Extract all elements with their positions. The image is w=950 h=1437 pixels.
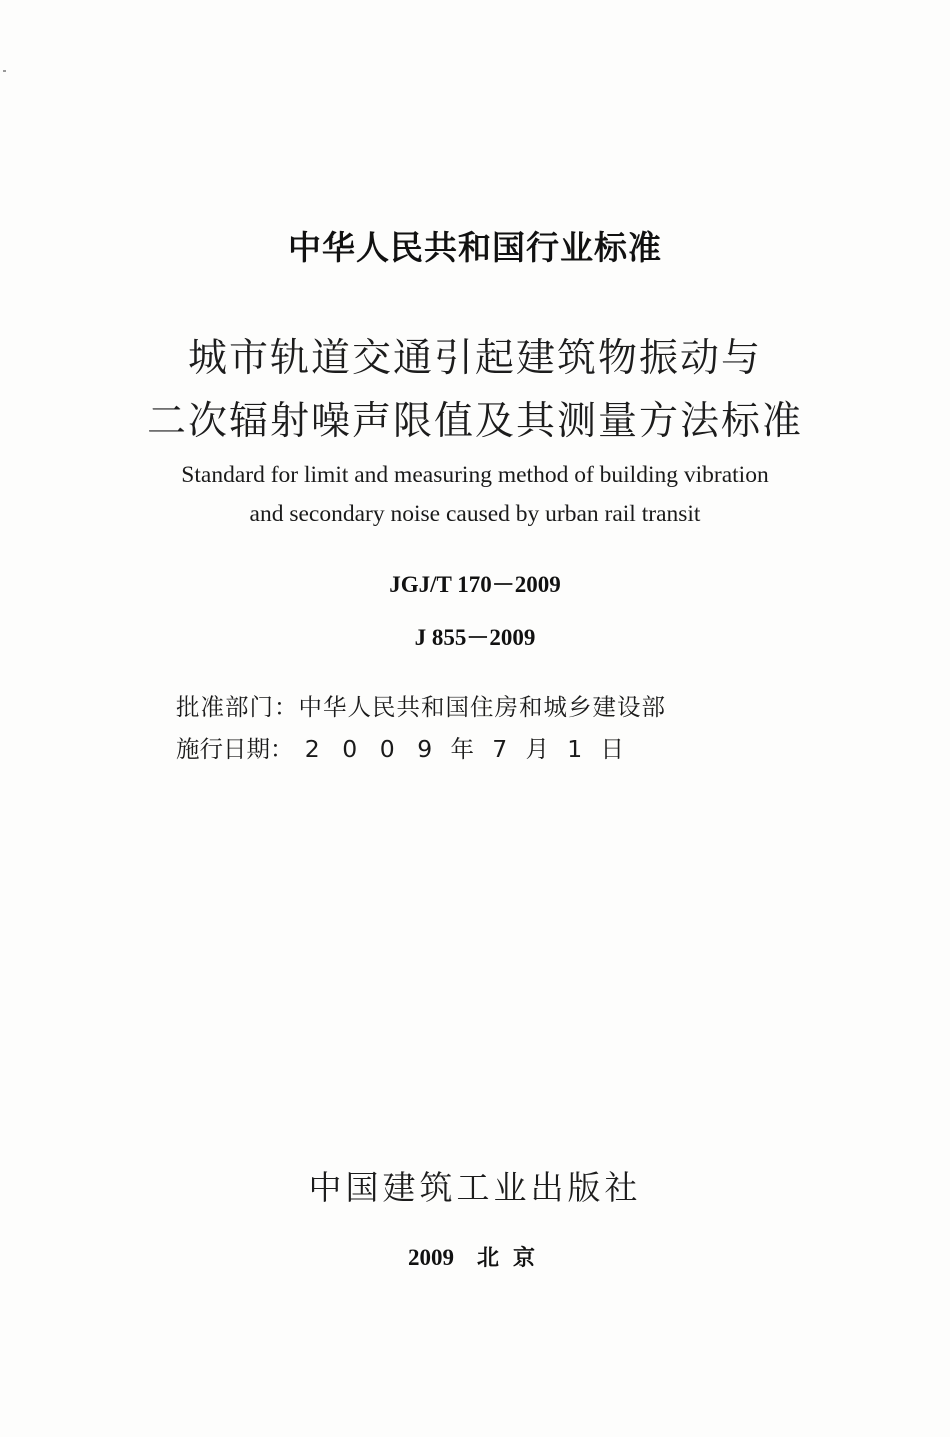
date-char: 7 [492, 735, 508, 763]
english-title-line-2: and secondary noise caused by urban rail transit [249, 501, 701, 527]
date-char: 2 [304, 735, 320, 763]
approval-value: 中华人民共和国住房和城乡建设部 [298, 693, 666, 721]
approval-label: 批准部门： [176, 693, 299, 721]
date-char: 月 [525, 735, 549, 763]
date-char: 9 [417, 735, 433, 763]
effective-label: 施行日期： [176, 735, 294, 763]
publisher-name: 中国建筑工业出版社 [308, 1168, 642, 1207]
chinese-title-line-1: 城市轨道交通引起建筑物振动与 [187, 336, 762, 381]
approval-line [176, 688, 666, 722]
city-char: 北 [476, 1246, 499, 1271]
date-char: 0 [379, 735, 395, 763]
date-char: 1 [567, 735, 583, 763]
date-char: 0 [342, 735, 358, 763]
effective-date-line [176, 730, 631, 764]
date-char: 年 [450, 735, 474, 763]
filing-code: J 855－2009 [414, 625, 536, 650]
publication-year: 2009 [408, 1245, 454, 1270]
standard-code: JGJ/T 170－2009 [389, 572, 561, 597]
standard-type-heading: 中华人民共和国行业标准 [288, 228, 662, 267]
date-char: 日 [600, 735, 624, 763]
effective-date [294, 735, 632, 763]
city-char: 京 [512, 1246, 535, 1271]
chinese-title-line-2: 二次辐射噪声限值及其测量方法标准 [146, 399, 803, 444]
english-title-line-1: Standard for limit and measuring method of building vibration [181, 462, 769, 488]
scan-speck [3, 70, 6, 72]
publication-place [0, 1241, 950, 1272]
